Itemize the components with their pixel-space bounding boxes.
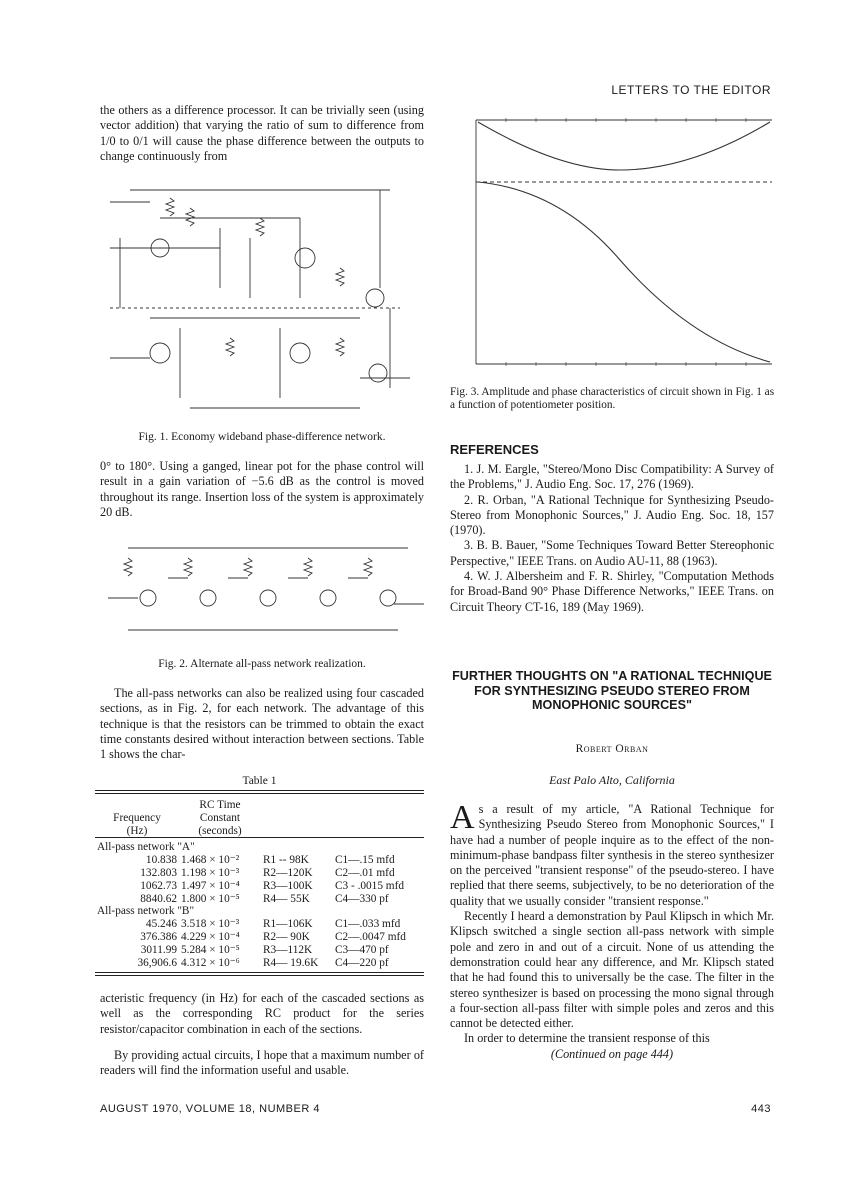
table-row <box>95 893 424 906</box>
table-cell: R3—100K <box>263 879 313 892</box>
left-para-mid: 0° to 180°. Using a ganged, linear pot for the phase control will result in a gain variation of −5.6 dB as the control is moved throughout its range. Insertion loss of the system is approximately 20 dB. <box>100 459 424 519</box>
continued-note: (Continued on page 444) <box>550 1046 674 1061</box>
drop-cap: A <box>450 799 475 836</box>
table-title: Table 1 <box>242 775 277 787</box>
table-1 <box>95 775 424 976</box>
body-para-1: s a result of my article, "A Rational Technique for Synthesizing Pseudo Stereo from Monophonic Sources," I have had a number of people inquire as to the effect of the non-minimum-phase bandpass filter synthesis in the stereo synthesizer on the perceived "transient response" of the pseudo-stereo. I have replied that there seems, subjectively, to be no deterioration of the quality that we usually consider "transient response." <box>450 802 774 908</box>
table-cell: R1—106K <box>263 918 313 931</box>
table-group-b: All-pass network "B" <box>97 905 195 918</box>
table-row <box>95 944 424 957</box>
running-header: LETTERS TO THE EDITOR <box>611 83 771 97</box>
table-header-rc: RC Time Constant (seconds) <box>198 799 242 837</box>
table-cell: 1.497 × 10⁻⁴ <box>181 879 240 892</box>
table-cell: R1 -- 98K <box>263 854 309 867</box>
article-author: Robert Orban <box>575 743 649 755</box>
table-cell: 45.246 <box>145 918 177 931</box>
reference-item: 1. J. M. Eargle, "Stereo/Mono Disc Compatibility: A Survey of the Problems," J. Audio Eng. Soc. 17, 276 (1969). <box>450 462 774 492</box>
article-body <box>450 799 774 1062</box>
figure-1-caption: Fig. 1. Economy wideband phase-difference network. <box>138 431 386 443</box>
table-cell: 1062.73 <box>140 879 177 892</box>
table-cell: 36,906.6 <box>137 956 177 969</box>
table-row <box>95 918 424 931</box>
references-list <box>450 462 774 615</box>
table-cell: C1—.033 mfd <box>334 918 401 931</box>
table-cell: C3 - .0015 mfd <box>334 879 405 892</box>
reference-item: 3. B. B. Bauer, "Some Techniques Toward Better Stereophonic Perspective," IEEE Trans. on Audio AU-11, 88 (1963). <box>450 538 774 568</box>
figure-3-graph <box>450 100 776 378</box>
footer-issue: AUGUST 1970, VOLUME 18, NUMBER 4 <box>100 1103 320 1115</box>
table-cell: C2—.0047 mfd <box>334 930 406 943</box>
page-number: 443 <box>751 1103 771 1115</box>
table-row <box>95 854 424 867</box>
table-cell: C4—330 pf <box>334 892 389 905</box>
table-cell: 3.518 × 10⁻³ <box>181 918 240 931</box>
left-para-allpass: The all-pass networks can also be realized using four cascaded sections, as in Fig. 2, for each network. The advantage of this technique is that the resistors can be trimmed to obtain the exact time constants desired without interaction between sections. Table 1 shows the char- <box>100 686 424 762</box>
table-cell: 1.198 × 10⁻³ <box>181 866 240 879</box>
table-cell: R2—120K <box>263 866 313 879</box>
table-cell: R4— 55K <box>263 892 310 905</box>
table-row <box>95 931 424 944</box>
table-cell: 4.312 × 10⁻⁶ <box>181 956 240 969</box>
table-cell: 5.284 × 10⁻⁵ <box>181 943 240 956</box>
references-heading: REFERENCES <box>450 442 539 457</box>
article-title: FURTHER THOUGHTS ON "A RATIONAL TECHNIQUE FOR SYNTHESIZING PSEUDO STEREO FROM MONOPHONIC SOURCES" <box>452 669 772 712</box>
table-group-a: All-pass network "A" <box>97 841 195 854</box>
left-para-after-table: acteristic frequency (in Hz) for each of the cascaded sections as well as the corresponding RC product for the series resistor/capacitor combination in each of the sections. <box>100 991 424 1036</box>
table-row <box>95 880 424 893</box>
figure-1-schematic <box>100 178 420 426</box>
table-cell: 1.468 × 10⁻² <box>181 854 240 867</box>
table-row <box>95 957 424 970</box>
left-para-last: By providing actual circuits, I hope that a maximum number of readers will find the information useful and usable. <box>100 1048 424 1078</box>
table-cell: 132.803 <box>140 866 177 879</box>
table-cell: 8840.62 <box>140 892 177 905</box>
table-cell: 10.838 <box>145 854 177 867</box>
table-cell: R4— 19.6K <box>263 956 319 969</box>
table-cell: 1.800 × 10⁻⁵ <box>181 892 240 905</box>
figure-3-caption: Fig. 3. Amplitude and phase characteristics of circuit shown in Fig. 1 as a function of potentiometer position. <box>450 386 775 411</box>
table-cell: R3—112K <box>263 943 313 956</box>
table-cell: C1—.15 mfd <box>334 854 395 867</box>
article-location: East Palo Alto, California <box>549 773 675 787</box>
table-cell: R2— 90K <box>263 930 310 943</box>
figure-2-schematic <box>108 538 424 650</box>
table-cell: C4—220 pf <box>334 956 389 969</box>
body-para-3: In order to determine the transient response of this <box>464 1031 710 1046</box>
body-para-2: Recently I heard a demonstration by Paul Klipsch in which Mr. Klipsch switched a single section all-pass network with simple pole and zero in and out of a circuit. None of us attending the demonstration could hear any difference, and Mr. Klipsch stated that he had found this to universally be the case. The filter in the stereo synthesizer is based on processing the mono signal through a four-section all-pass filter with simple poles and zeros and this cannot be detected either. <box>450 909 774 1031</box>
table-cell: 3011.99 <box>140 943 177 956</box>
table-row <box>95 867 424 880</box>
table-cell: 376.386 <box>140 930 177 943</box>
reference-item: 2. R. Orban, "A Rational Technique for Synthesizing Pseudo-Stereo from Monophonic Sources," J. Audio Eng. Soc. 18, 157 (1970). <box>450 492 774 538</box>
left-para-top: the others as a difference processor. It can be trivially seen (using vector addition) that varying the ratio of sum to difference from 1/0 to 0/1 will cause the phase difference between the outputs to change continuously from <box>100 103 424 163</box>
table-header-frequency: Frequency (Hz) <box>113 811 161 837</box>
reference-item: 4. W. J. Albersheim and F. R. Shirley, "Computation Methods for Broad-Band 90° Phase Difference Networks," IEEE Trans. on Circuit Theory CT-16, 189 (May 1969). <box>450 569 774 614</box>
table-cell: C2—.01 mfd <box>334 866 395 879</box>
table-cell: 4.229 × 10⁻⁴ <box>181 930 240 943</box>
figure-2-caption: Fig. 2. Alternate all-pass network realization. <box>158 658 366 670</box>
table-cell: C3—470 pf <box>334 943 389 956</box>
